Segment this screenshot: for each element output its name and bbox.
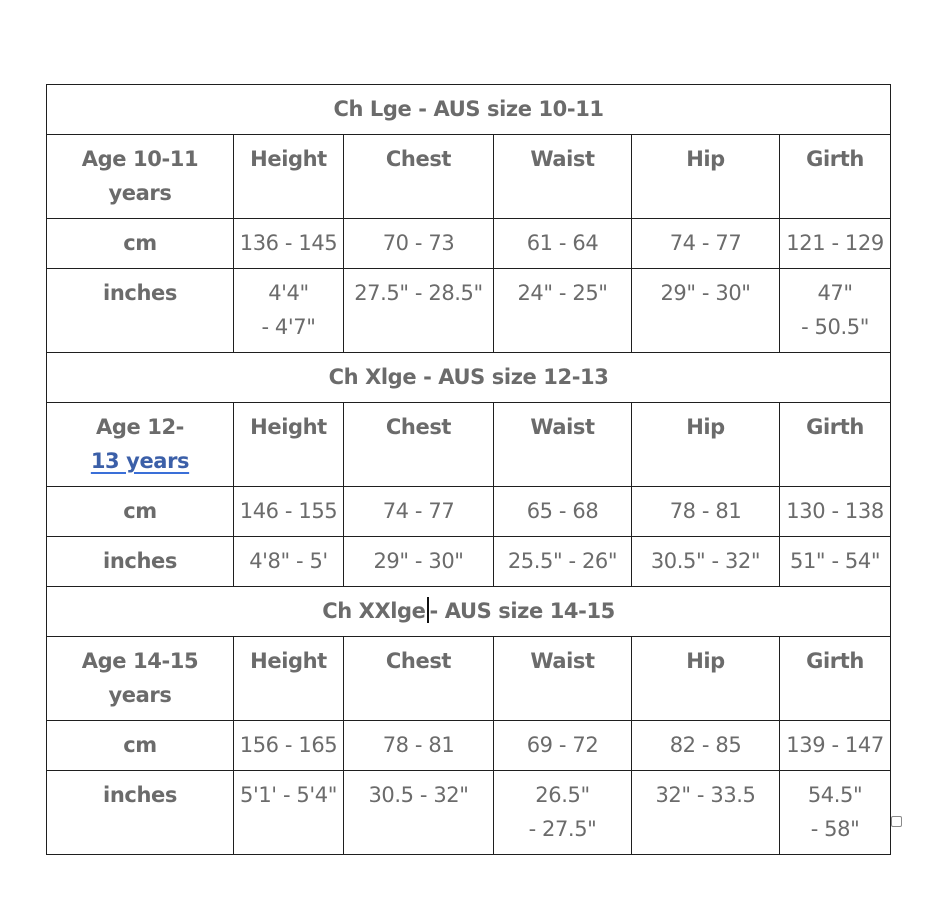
inches-label[interactable]: inches <box>47 771 234 855</box>
section-title-row <box>47 353 891 403</box>
cell-hip-in[interactable]: 32" - 33.5 <box>632 771 780 855</box>
age-line: Age 12- <box>96 415 184 439</box>
cell-hip-in[interactable]: 30.5" - 32" <box>632 537 780 587</box>
cell-chest-in[interactable]: 27.5" - 28.5" <box>344 269 494 353</box>
hip-header[interactable]: Hip <box>632 135 780 219</box>
cell-girth-cm[interactable]: 121 - 129 <box>780 219 891 269</box>
chest-header[interactable]: Chest <box>344 637 494 721</box>
cell-waist-cm[interactable]: 61 - 64 <box>494 219 632 269</box>
cell-line: - 50.5" <box>801 315 869 339</box>
cell-girth-cm[interactable]: 139 - 147 <box>780 721 891 771</box>
cell-girth-in[interactable] <box>780 771 891 855</box>
cell-line: - 4'7" <box>261 315 316 339</box>
age-link[interactable]: 13 years <box>90 449 190 473</box>
age-header[interactable]: Age 10-11 years <box>47 135 234 219</box>
cell-line: 26.5" <box>535 783 590 807</box>
inches-row <box>47 269 891 353</box>
cell-height-in[interactable]: 4'8" - 5' <box>234 537 344 587</box>
cell-hip-cm[interactable]: 82 - 85 <box>632 721 780 771</box>
inches-row <box>47 771 891 855</box>
waist-header[interactable]: Waist <box>494 135 632 219</box>
cm-label[interactable]: cm <box>47 487 234 537</box>
cell-waist-in[interactable]: 24" - 25" <box>494 269 632 353</box>
cell-line: - 58" <box>810 817 860 841</box>
table-resize-handle[interactable] <box>891 816 902 827</box>
section-title-row <box>47 587 891 637</box>
cell-waist-cm[interactable]: 69 - 72 <box>494 721 632 771</box>
chest-header[interactable]: Chest <box>344 135 494 219</box>
girth-header[interactable]: Girth <box>780 403 891 487</box>
cell-line: 47" <box>817 281 853 305</box>
girth-header[interactable]: Girth <box>780 135 891 219</box>
section-title[interactable] <box>47 587 891 637</box>
inches-label[interactable]: inches <box>47 269 234 353</box>
section-title[interactable]: Ch Lge - AUS size 10-11 <box>47 85 891 135</box>
header-row <box>47 135 891 219</box>
cell-girth-in[interactable]: 51" - 54" <box>780 537 891 587</box>
cell-chest-cm[interactable]: 74 - 77 <box>344 487 494 537</box>
cell-waist-in[interactable]: 25.5" - 26" <box>494 537 632 587</box>
height-header[interactable]: Height <box>234 637 344 721</box>
age-header[interactable] <box>47 403 234 487</box>
text-cursor <box>427 597 429 623</box>
waist-header[interactable]: Waist <box>494 403 632 487</box>
section-title-part: - AUS size 14-15 <box>429 599 615 623</box>
hip-header[interactable]: Hip <box>632 637 780 721</box>
cm-row <box>47 487 891 537</box>
section-title[interactable]: Ch Xlge - AUS size 12-13 <box>47 353 891 403</box>
waist-header[interactable]: Waist <box>494 637 632 721</box>
cell-hip-in[interactable]: 29" - 30" <box>632 269 780 353</box>
cell-chest-cm[interactable]: 78 - 81 <box>344 721 494 771</box>
cm-label[interactable]: cm <box>47 721 234 771</box>
cell-chest-cm[interactable]: 70 - 73 <box>344 219 494 269</box>
height-header[interactable]: Height <box>234 135 344 219</box>
cell-height-in[interactable]: 5'1' - 5'4" <box>234 771 344 855</box>
age-line: years <box>108 683 172 707</box>
cell-height-in[interactable] <box>234 269 344 353</box>
header-row <box>47 403 891 487</box>
cell-line: - 27.5" <box>528 817 597 841</box>
cell-line: 54.5" <box>807 783 863 807</box>
cell-height-cm[interactable]: 146 - 155 <box>234 487 344 537</box>
cell-hip-cm[interactable]: 78 - 81 <box>632 487 780 537</box>
size-chart-table <box>46 84 891 855</box>
cell-line: 4'4" <box>268 281 309 305</box>
section-title-part: Ch XXlge <box>322 599 426 623</box>
chest-header[interactable]: Chest <box>344 403 494 487</box>
cell-girth-cm[interactable]: 130 - 138 <box>780 487 891 537</box>
cell-hip-cm[interactable]: 74 - 77 <box>632 219 780 269</box>
cell-height-cm[interactable]: 156 - 165 <box>234 721 344 771</box>
cm-label[interactable]: cm <box>47 219 234 269</box>
cm-row <box>47 721 891 771</box>
cm-row <box>47 219 891 269</box>
header-row <box>47 637 891 721</box>
inches-row <box>47 537 891 587</box>
age-header[interactable] <box>47 637 234 721</box>
height-header[interactable]: Height <box>234 403 344 487</box>
cell-girth-in[interactable] <box>780 269 891 353</box>
cell-waist-in[interactable] <box>494 771 632 855</box>
inches-label[interactable]: inches <box>47 537 234 587</box>
age-line: Age 14-15 <box>81 649 199 673</box>
hip-header[interactable]: Hip <box>632 403 780 487</box>
cell-chest-in[interactable]: 29" - 30" <box>344 537 494 587</box>
cell-chest-in[interactable]: 30.5 - 32" <box>344 771 494 855</box>
cell-waist-cm[interactable]: 65 - 68 <box>494 487 632 537</box>
cell-height-cm[interactable]: 136 - 145 <box>234 219 344 269</box>
girth-header[interactable]: Girth <box>780 637 891 721</box>
section-title-row <box>47 85 891 135</box>
